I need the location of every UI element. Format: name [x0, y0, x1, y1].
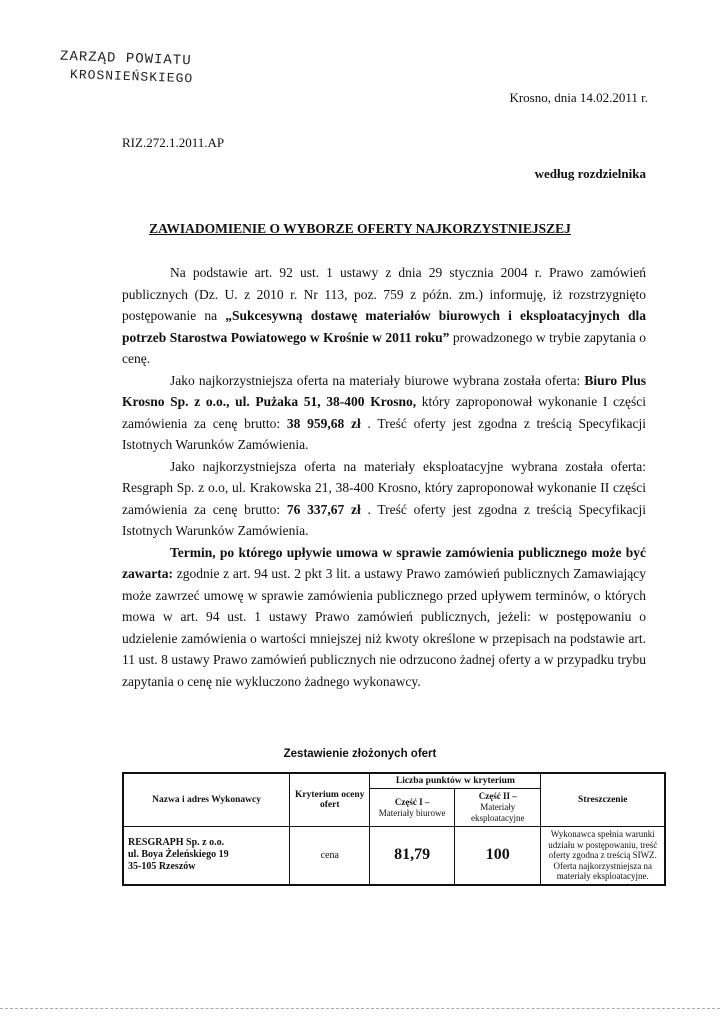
stamp-line-1: ZARZĄD POWIATU [59, 48, 192, 70]
paragraph-4-text-b: zgodnie z art. 94 ust. 2 pkt 3 lit. a ustawy Prawo zamówień publicznych Zamawiający może zawrzeć umowę w sprawie zamówienia publicznego przed upływem terminów, o których mowa w art. 94 ust. 1 ustawy Prawo zamówień publicznych, jeżeli: w postępowaniu o udzielenie zamówienia o wartości mniejszej niż kwoty określone w przepisach na podstawie art. 11 ust. 8 ustawy Prawo zamówień publicznych nie odrzucono żadnej oferty a w przypadku trybu zapytania o cenę nie wykluczono żadnego wykonawcy. [122, 566, 646, 689]
stamp-line-2: KROSNIEŃSKIEGO [69, 67, 194, 87]
procurement-subject: „Sukcesywną dostawę materiałów biurowych i eksploatacyjnych dla potrzeb Starostwa Powiatowego w Krośnie w 2011 roku” [122, 308, 646, 345]
paragraph-2-text-c: który zaproponował wykonanie I części zamówienia za cenę brutto: [122, 394, 646, 431]
paragraph-1-text-a: Na podstawie art. 92 ust. 1 ustawy z dnia 29 stycznia 2004 r. Prawo zamówień publicznych (Dz. U. z 2010 r. Nr 113, poz. 759 z późn. zm.) informuję, iż rozstrzygnięto postępowanie na [122, 265, 646, 323]
header-part-2 [455, 789, 541, 827]
summary-table-title: Zestawienie złożonych ofert [283, 748, 437, 760]
paragraph-3-text-c: . Treść oferty jest zgodna z treścią Specyfikacji Istotnych Warunków Zamówienia. [122, 501, 646, 538]
office-stamp [60, 50, 193, 86]
header-summary: Streszczenie [541, 773, 665, 827]
contract-term-heading: Termin, po którego upływie umowa w sprawie zamówienia publicznego może być zawarta: [122, 544, 646, 581]
document-body [122, 262, 646, 692]
recipient-line: według rozdzielnika [534, 166, 646, 181]
winner-part-1: Biuro Plus Krosno Sp. z o.o., ul. Pużaka 51, 38-400 Krosno, [122, 372, 647, 409]
paragraph-2-text-a: Jako najkorzystniejsza oferta na materiały biurowe wybrana została oferta: [170, 372, 585, 388]
header-part-1-sub: Materiały biurowe [378, 807, 446, 818]
contractor-cell [123, 827, 290, 885]
header-name: Nazwa i adres Wykonawcy [123, 773, 290, 827]
offers-table [122, 772, 666, 886]
price-part-2: 76 337,67 zł [286, 501, 361, 517]
document-title: ZAWIADOMIENIE O WYBORZE OFERTY NAJKORZYSTNIEJSZEJ [149, 221, 571, 236]
footer-divider [0, 1008, 720, 1009]
paragraph-2 [122, 370, 646, 456]
paragraph-4 [122, 542, 646, 693]
document-date: Krosno, dnia 14.02.2011 r. [509, 90, 648, 105]
part-1-score: 81,79 [370, 827, 455, 885]
paragraph-2-text-e: . Treść oferty jest zgodna z treścią Specyfikacji Istotnych Warunków Zamówienia. [122, 415, 646, 452]
paragraph-1-text-c: prowadzonego w trybie zapytania o cenę. [122, 329, 646, 366]
criterion-cell: cena [290, 827, 370, 885]
contractor-name: RESGRAPH Sp. z o.o. [128, 837, 225, 849]
summary-cell: Wykonawca spełnia warunki udziału w postępowaniu, treść oferty zgodna z treścią SIWZ. Oferta najkorzystniejsza na materiały eksploatacyjne. [541, 827, 665, 885]
reference-number: RIZ.272.1.2011.AP [122, 135, 225, 150]
table-row [123, 827, 665, 885]
header-part-1-title: Część I – [394, 796, 430, 807]
header-criterion: Kryterium oceny ofert [290, 773, 370, 827]
header-part-2-title: Część II – [478, 791, 517, 801]
header-points: Liczba punktów w kryterium [370, 773, 541, 789]
paragraph-3-text-a: Jako najkorzystniejsza oferta na materiały eksploatacyjne wybrana została oferta: Resgraph Sp. z o.o, ul. Krakowska 21, 38-400 Krosno, który zaproponował wykonanie II części zamówienia za cenę brutto: [122, 458, 646, 517]
header-part-1 [370, 789, 455, 827]
part-2-score: 100 [455, 827, 541, 885]
price-part-1: 38 959,68 zł [286, 415, 361, 431]
contractor-city: 35-105 Rzeszów [128, 861, 196, 873]
paragraph-1 [122, 262, 646, 370]
contractor-street: ul. Boya Żeleńskiego 19 [128, 849, 229, 861]
paragraph-3 [122, 456, 646, 542]
header-part-2-sub: Materiały eksploatacyjne [471, 802, 525, 823]
table-header-row [123, 773, 665, 789]
